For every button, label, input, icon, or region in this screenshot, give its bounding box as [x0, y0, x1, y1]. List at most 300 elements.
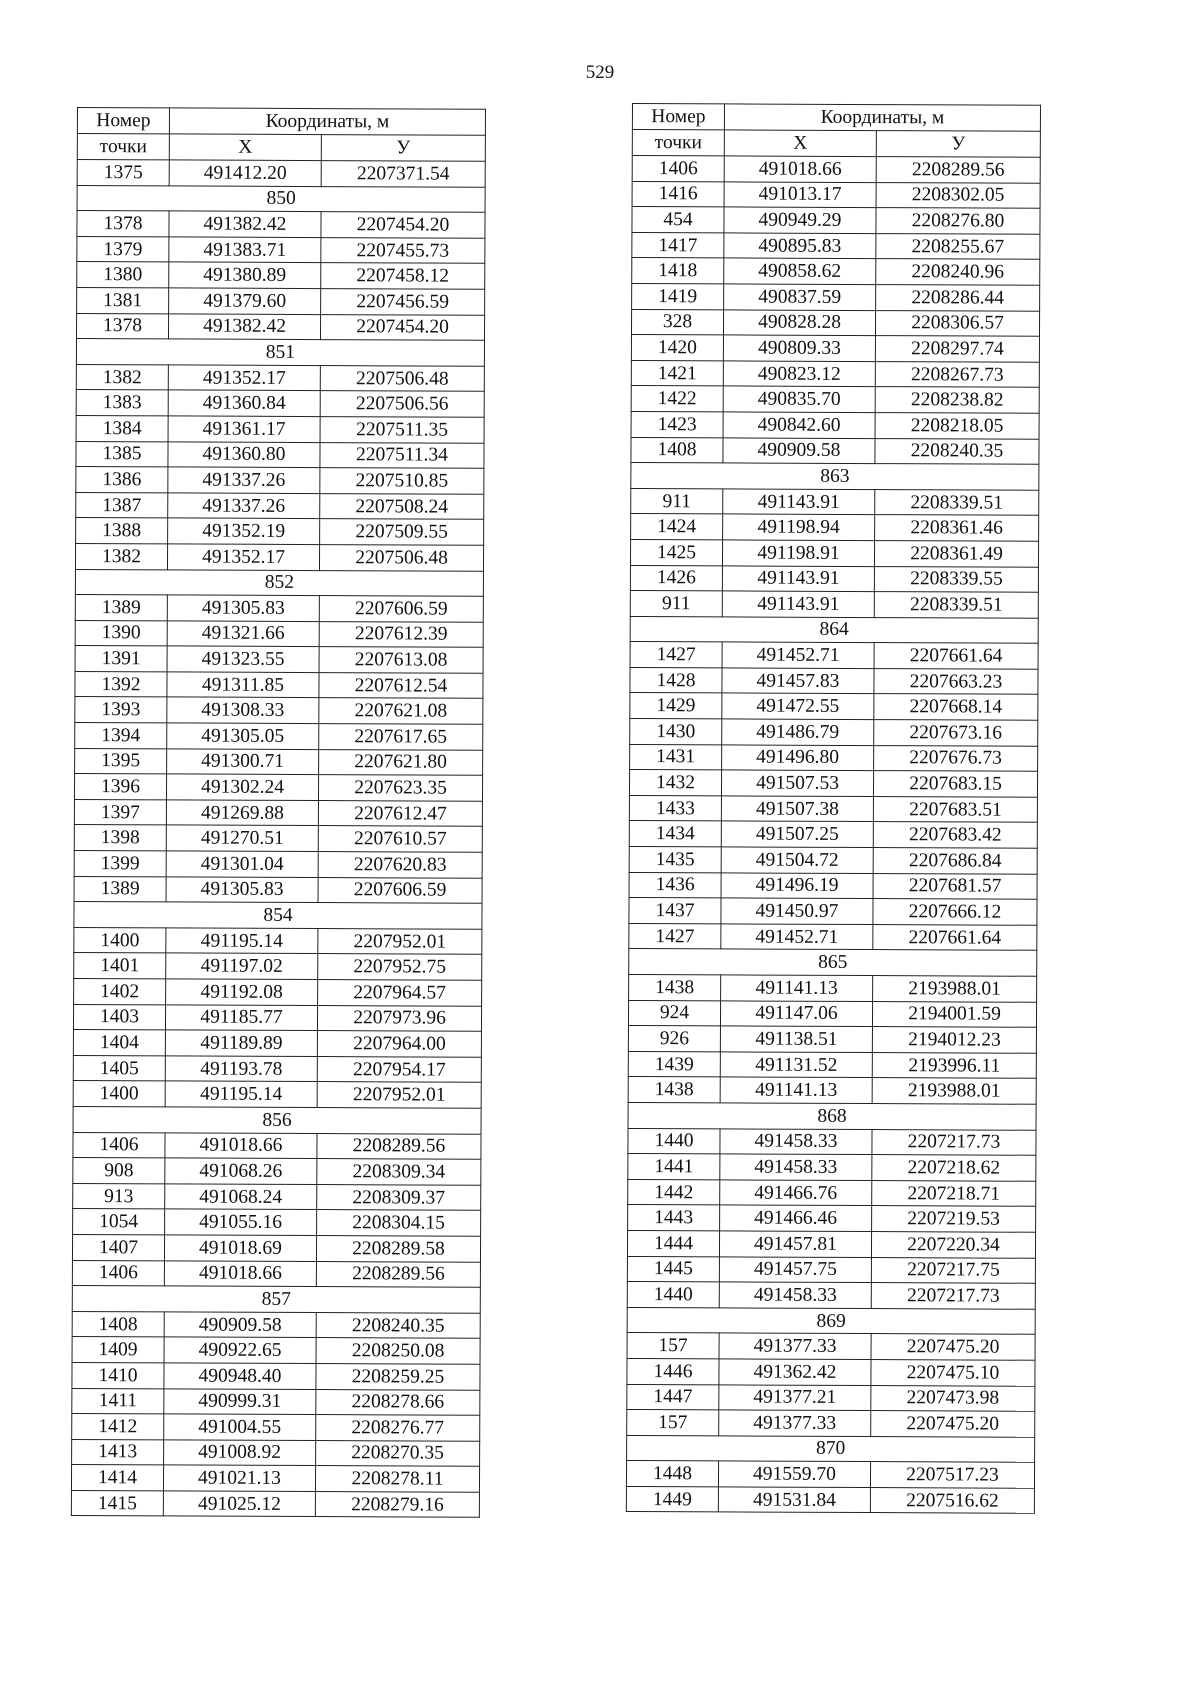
point-number: 1054: [73, 1209, 165, 1235]
point-number: 328: [631, 309, 723, 335]
point-number: 926: [628, 1026, 720, 1052]
table-row: [77, 160, 485, 187]
table-row: [75, 646, 483, 673]
y-value: 2193988.01: [872, 1078, 1036, 1104]
table-row: [76, 467, 484, 494]
x-value: 491504.72: [721, 847, 873, 873]
table-row: [631, 514, 1039, 541]
x-value: 491379.60: [169, 288, 321, 314]
point-number: 1430: [630, 719, 722, 745]
point-number: 454: [632, 207, 724, 233]
coordinates-table-left: [71, 107, 486, 1518]
y-value: 2207454.20: [320, 314, 484, 340]
y-value: 2207506.48: [320, 365, 484, 391]
point-number: 1387: [76, 492, 168, 518]
x-value: 491311.85: [167, 672, 319, 698]
x-value: 491147.06: [720, 1000, 872, 1026]
x-value: 491018.66: [165, 1132, 317, 1158]
point-number: 1397: [74, 799, 166, 825]
x-value: 491192.08: [166, 979, 318, 1005]
table-row: [72, 1388, 480, 1415]
point-number: 1434: [629, 821, 721, 847]
table-row: [627, 1358, 1035, 1385]
y-value: 2207509.55: [320, 519, 484, 545]
x-value: 491018.66: [164, 1260, 316, 1286]
x-value: 490922.65: [164, 1337, 316, 1363]
x-value: 491458.33: [719, 1282, 871, 1308]
point-header-line2: точки: [632, 130, 724, 156]
point-number: 1427: [629, 923, 721, 949]
x-value: 491377.33: [719, 1333, 871, 1359]
table-row: [75, 671, 483, 698]
x-value: 491141.13: [721, 975, 873, 1001]
table-body-left: [71, 108, 485, 1518]
point-number: 1396: [74, 774, 166, 800]
coords-header: Координаты, м: [724, 104, 1040, 131]
y-value: 2208289.56: [317, 1133, 481, 1159]
y-value: 2208255.67: [876, 233, 1040, 259]
point-number: 1378: [76, 313, 168, 339]
table-row: [627, 1384, 1035, 1411]
point-number: 1427: [630, 642, 722, 668]
point-number: 1408: [631, 437, 723, 463]
group-row: [72, 1286, 480, 1313]
point-number: 1379: [77, 236, 169, 262]
table-row: [627, 1333, 1035, 1360]
table-row: [630, 591, 1038, 618]
x-value: 491308.33: [167, 697, 319, 723]
x-value: 491457.83: [722, 668, 874, 694]
x-value: 491143.91: [723, 489, 875, 515]
point-number: 1431: [630, 744, 722, 770]
table-row: [629, 974, 1037, 1001]
x-value: 491197.02: [166, 953, 318, 979]
point-number: 1420: [631, 335, 723, 361]
x-value: 491380.89: [169, 262, 321, 288]
point-number: 1413: [72, 1439, 164, 1465]
x-value: 490999.31: [164, 1388, 316, 1414]
point-number: 1392: [75, 671, 167, 697]
y-value: 2194012.23: [872, 1027, 1036, 1053]
x-value: 491382.42: [169, 211, 321, 237]
y-value: 2207668.14: [874, 694, 1038, 720]
page-number: 529: [585, 62, 615, 83]
point-number: 1389: [75, 595, 167, 621]
table-row: [76, 415, 484, 442]
x-value: 491143.91: [722, 591, 874, 617]
y-value: 2207606.59: [318, 877, 482, 903]
x-value: 490828.28: [723, 309, 875, 335]
point-number: 1440: [627, 1282, 719, 1308]
point-number: 1436: [629, 872, 721, 898]
point-header: Номер: [632, 104, 724, 130]
x-value: 490809.33: [723, 335, 875, 361]
point-number: 1428: [630, 667, 722, 693]
point-number: 1421: [631, 360, 723, 386]
x-value: 491382.42: [168, 313, 320, 339]
header-row-bottom: [77, 134, 485, 162]
point-number: 1382: [76, 364, 168, 390]
y-value: 2208361.46: [875, 515, 1039, 541]
point-number: 1393: [75, 697, 167, 723]
point-number: 1383: [76, 390, 168, 416]
y-value: 2207964.57: [318, 980, 482, 1006]
y-value: 2207952.01: [318, 928, 482, 954]
table-row: [75, 748, 483, 775]
point-number: 157: [627, 1333, 719, 1359]
point-number: 1445: [627, 1256, 719, 1282]
point-number: 1433: [629, 795, 721, 821]
x-value: 491362.42: [719, 1359, 871, 1385]
y-value: 2207686.84: [873, 848, 1037, 874]
table-row: [632, 283, 1040, 310]
x-value: 491025.12: [163, 1491, 315, 1517]
table-row: [75, 595, 483, 622]
table-row: [628, 1179, 1036, 1206]
x-value: 491352.19: [168, 518, 320, 544]
x-value: 491412.20: [169, 160, 321, 186]
group-row: [627, 1307, 1035, 1334]
x-value: 491055.16: [165, 1209, 317, 1235]
point-number: 1399: [74, 851, 166, 877]
table-row: [72, 1311, 480, 1338]
x-value: 491189.89: [165, 1030, 317, 1056]
y-value: 2207475.20: [871, 1411, 1035, 1437]
y-value: 2207508.24: [320, 493, 484, 519]
y-value: 2208276.77: [316, 1415, 480, 1441]
x-value: 491301.04: [166, 851, 318, 877]
table-row: [630, 744, 1038, 771]
x-value: 491450.97: [721, 898, 873, 924]
table-row: [629, 872, 1037, 899]
y-value: 2208339.51: [875, 489, 1039, 515]
x-value: 491305.05: [167, 723, 319, 749]
x-value: 491004.55: [164, 1414, 316, 1440]
y-header: У: [321, 135, 485, 162]
x-value: 490837.59: [724, 284, 876, 310]
y-value: 2207218.71: [872, 1180, 1036, 1206]
point-number: 1442: [628, 1179, 720, 1205]
y-value: 2208289.56: [876, 157, 1040, 183]
y-value: 2207663.23: [874, 668, 1038, 694]
point-number: 1381: [77, 287, 169, 313]
table-row: [631, 309, 1039, 336]
table-row: [74, 927, 482, 954]
header-row-top: [77, 108, 485, 136]
table-row: [75, 543, 483, 570]
point-header-line2: точки: [77, 134, 169, 160]
group-row: [76, 339, 484, 366]
y-value: 2208238.82: [875, 387, 1039, 413]
point-number: 1426: [630, 565, 722, 591]
point-number: 1384: [76, 415, 168, 441]
table-row: [73, 1055, 481, 1082]
table-row: [628, 1128, 1036, 1155]
point-number: 1400: [74, 927, 166, 953]
x-value: 491068.24: [165, 1184, 317, 1210]
group-label: 856: [73, 1106, 481, 1133]
table-row: [632, 207, 1040, 234]
table-row: [75, 723, 483, 750]
group-label: 857: [72, 1286, 480, 1313]
y-value: 2207620.83: [318, 852, 482, 878]
x-value: 491321.66: [167, 621, 319, 647]
y-value: 2207506.48: [319, 544, 483, 570]
x-value: 491360.80: [168, 441, 320, 467]
group-row: [75, 569, 483, 596]
point-number: 1406: [632, 156, 724, 182]
x-value: 491452.71: [721, 924, 873, 950]
table-body-right: [626, 104, 1040, 1514]
group-row: [630, 616, 1038, 643]
point-number: 157: [627, 1410, 719, 1436]
point-number: 1403: [73, 1004, 165, 1030]
y-value: 2208297.74: [875, 336, 1039, 362]
group-label: 870: [627, 1435, 1035, 1462]
point-number: 1394: [75, 723, 167, 749]
point-number: 1411: [72, 1388, 164, 1414]
table-row: [72, 1337, 480, 1364]
y-value: 2207458.12: [321, 263, 485, 289]
table-row: [74, 953, 482, 980]
table-row: [72, 1439, 480, 1466]
y-value: 2207371.54: [321, 161, 485, 187]
point-number: 1386: [76, 467, 168, 493]
y-value: 2207676.73: [874, 745, 1038, 771]
x-value: 490948.40: [164, 1363, 316, 1389]
y-value: 2208250.08: [316, 1338, 480, 1364]
point-number: 911: [631, 488, 723, 514]
x-value: 491466.76: [720, 1180, 872, 1206]
x-value: 490895.83: [724, 233, 876, 259]
table-row: [631, 335, 1039, 362]
point-number: 1378: [77, 211, 169, 237]
point-number: 1448: [626, 1461, 718, 1487]
group-row: [631, 463, 1039, 490]
point-number: 1440: [628, 1128, 720, 1154]
point-number: 1404: [73, 1030, 165, 1056]
group-row: [629, 949, 1037, 976]
x-value: 491269.88: [166, 800, 318, 826]
x-value: 491352.17: [168, 365, 320, 391]
table-row: [75, 697, 483, 724]
x-value: 491507.53: [721, 770, 873, 796]
x-value: 491361.17: [168, 416, 320, 442]
point-number: 913: [73, 1183, 165, 1209]
point-number: 1406: [73, 1132, 165, 1158]
y-value: 2208286.44: [876, 285, 1040, 311]
group-label: 865: [629, 949, 1037, 976]
point-number: 1432: [629, 770, 721, 796]
y-value: 2207517.23: [870, 1462, 1034, 1488]
y-value: 2208304.15: [317, 1210, 481, 1236]
y-value: 2207454.20: [321, 212, 485, 238]
table-row: [630, 565, 1038, 592]
table-row: [627, 1230, 1035, 1257]
y-value: 2207219.53: [872, 1206, 1036, 1232]
table-row: [630, 693, 1038, 720]
table-row: [632, 156, 1040, 183]
y-value: 2208240.96: [876, 259, 1040, 285]
y-value: 2208361.49: [874, 540, 1038, 566]
y-value: 2208270.35: [316, 1440, 480, 1466]
y-value: 2208309.37: [317, 1184, 481, 1210]
y-value: 2207681.57: [873, 873, 1037, 899]
table-row: [632, 258, 1040, 285]
x-header: X: [724, 130, 876, 157]
table-row: [71, 1490, 479, 1517]
x-value: 490835.70: [723, 386, 875, 412]
point-number: 1389: [74, 876, 166, 902]
y-value: 2208339.51: [874, 592, 1038, 618]
table-row: [72, 1362, 480, 1389]
table-row: [74, 799, 482, 826]
x-value: 491305.83: [166, 877, 318, 903]
x-value: 491377.21: [719, 1384, 871, 1410]
y-value: 2208276.80: [876, 208, 1040, 234]
y-value: 2207621.80: [319, 749, 483, 775]
point-number: 1446: [627, 1358, 719, 1384]
x-value: 490949.29: [724, 207, 876, 233]
point-number: 1417: [632, 232, 724, 258]
x-value: 490858.62: [724, 258, 876, 284]
point-number: 1422: [631, 386, 723, 412]
y-value: 2193996.11: [872, 1052, 1036, 1078]
x-value: 491360.84: [168, 390, 320, 416]
table-row: [74, 825, 482, 852]
x-value: 491068.26: [165, 1158, 317, 1184]
y-value: 2207683.51: [873, 796, 1037, 822]
x-value: 491352.17: [167, 544, 319, 570]
table-row: [72, 1234, 480, 1261]
table-row: [71, 1465, 479, 1492]
point-number: 1418: [632, 258, 724, 284]
table-row: [627, 1256, 1035, 1283]
point-number: 1382: [75, 543, 167, 569]
table-row: [72, 1260, 480, 1287]
y-value: 2193988.01: [873, 976, 1037, 1002]
point-number: 1429: [630, 693, 722, 719]
point-number: 1388: [76, 518, 168, 544]
x-value: 491472.55: [722, 693, 874, 719]
y-value: 2207506.56: [320, 391, 484, 417]
table-row: [76, 492, 484, 519]
table-row: [632, 232, 1040, 259]
table-row: [632, 181, 1040, 208]
y-value: 2208302.05: [876, 182, 1040, 208]
table-row: [73, 1132, 481, 1159]
y-value: 2207612.39: [319, 621, 483, 647]
point-number: 1410: [72, 1362, 164, 1388]
group-label: 854: [74, 902, 482, 929]
point-number: 1415: [71, 1490, 163, 1516]
table-row: [74, 978, 482, 1005]
y-value: 2207516.62: [870, 1487, 1034, 1513]
x-value: 491458.33: [720, 1128, 872, 1154]
x-value: 491452.71: [722, 642, 874, 668]
point-number: 1419: [632, 283, 724, 309]
x-value: 491021.13: [163, 1465, 315, 1491]
y-value: 2207220.34: [871, 1231, 1035, 1257]
table-row: [629, 847, 1037, 874]
point-number: 1408: [72, 1311, 164, 1337]
y-value: 2207475.20: [871, 1334, 1035, 1360]
table-row: [74, 876, 482, 903]
x-value: 491496.19: [721, 873, 873, 899]
point-number: 1406: [72, 1260, 164, 1286]
group-row: [74, 902, 482, 929]
group-label: 863: [631, 463, 1039, 490]
table-row: [76, 518, 484, 545]
point-number: 1390: [75, 620, 167, 646]
y-value: 2208259.25: [316, 1363, 480, 1389]
y-value: 2208267.73: [875, 361, 1039, 387]
group-row: [77, 185, 485, 212]
header-row-top: [632, 104, 1040, 132]
point-number: 1438: [629, 974, 721, 1000]
point-number: 1438: [628, 1077, 720, 1103]
x-value: 491018.69: [164, 1235, 316, 1261]
x-value: 491018.66: [724, 156, 876, 182]
y-value: 2207661.64: [873, 924, 1037, 950]
y-value: 2207455.73: [321, 237, 485, 263]
y-value: 2207954.17: [317, 1056, 481, 1082]
table-row: [628, 1205, 1036, 1232]
y-value: 2207952.75: [318, 954, 482, 980]
y-value: 2208240.35: [316, 1312, 480, 1338]
point-number: 1424: [631, 514, 723, 540]
y-value: 2207510.85: [320, 468, 484, 494]
point-number: 1435: [629, 847, 721, 873]
group-label: 852: [75, 569, 483, 596]
table-row: [76, 441, 484, 468]
coords-header: Координаты, м: [169, 108, 485, 135]
y-value: 2207606.59: [319, 596, 483, 622]
group-label: 850: [77, 185, 485, 212]
point-number: 1437: [629, 898, 721, 924]
y-value: 2207964.00: [317, 1031, 481, 1057]
x-value: 491141.13: [720, 1077, 872, 1103]
table-row: [76, 313, 484, 340]
table-row: [626, 1486, 1034, 1513]
y-value: 2208309.34: [317, 1159, 481, 1185]
x-value: 491302.24: [166, 774, 318, 800]
header-row-bottom: [632, 130, 1040, 158]
table-row: [74, 774, 482, 801]
table-row: [629, 923, 1037, 950]
y-value: 2208289.58: [316, 1235, 480, 1261]
point-header: Номер: [77, 108, 169, 134]
table-row: [72, 1414, 480, 1441]
point-number: 1441: [628, 1154, 720, 1180]
table-row: [631, 488, 1039, 515]
table-row: [630, 667, 1038, 694]
x-value: 491138.51: [720, 1026, 872, 1052]
y-value: 2208339.55: [874, 566, 1038, 592]
table-row: [73, 1081, 481, 1108]
point-number: 924: [628, 1000, 720, 1026]
table-row: [76, 390, 484, 417]
x-value: 491486.79: [722, 719, 874, 745]
point-number: 1444: [627, 1230, 719, 1256]
x-value: 491507.25: [721, 821, 873, 847]
table-row: [631, 360, 1039, 387]
table-row: [74, 851, 482, 878]
table-row: [76, 364, 484, 391]
table-row: [628, 1000, 1036, 1027]
table-row: [630, 539, 1038, 566]
y-value: 2208240.35: [875, 438, 1039, 464]
